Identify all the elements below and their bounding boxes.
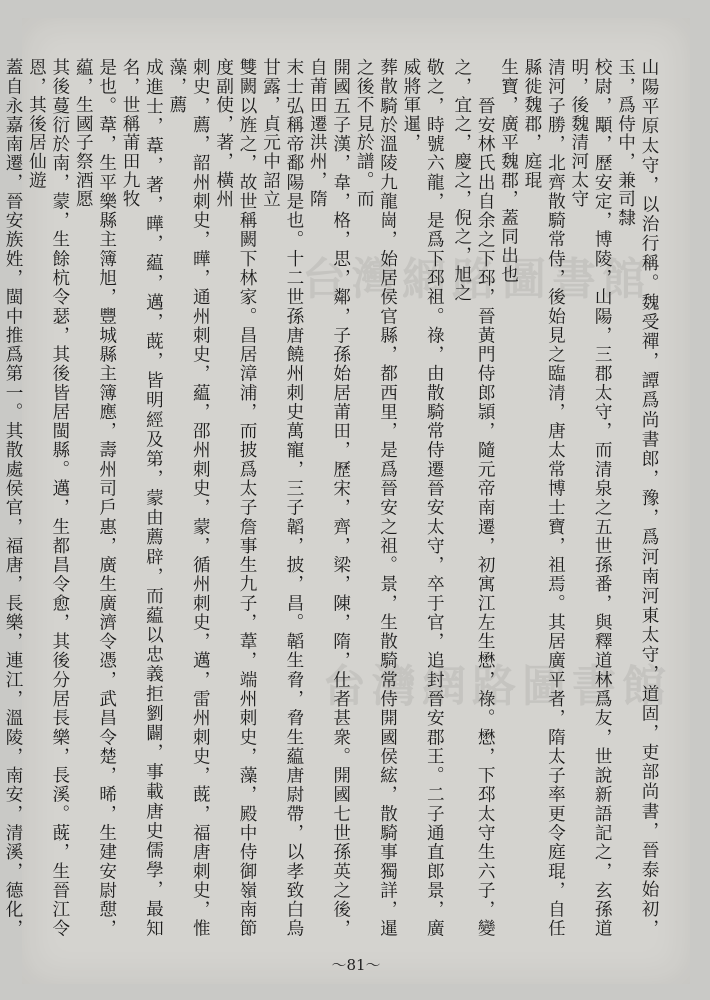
text-column: 清河子勝，北齊散騎常侍，後始見之臨清，唐太常博士寶，祖焉。其居廣平者，隋太子率更令庭琨，自任縣徙魏郡，庭琨 bbox=[521, 58, 566, 938]
text-column: 成進士，葦，著，曄，藴，邁，蔇，皆明經及第，蒙由薦辟，而藴以忠義拒劉闢，事載唐史儒學，最知名，世稱莆田九牧 bbox=[120, 58, 164, 938]
text-column: 葬散騎於溫陵九龍崗，始居侯官縣，都西里，是爲晉安之祖。景，生散騎常侍開國侯綋，散騎事獨詳，暹之後不見於譜。而 bbox=[354, 58, 398, 938]
text-column: 其後蔓衍於南，蒙，生餘杭令瑟，其後皆居閩縣。邁，生都昌令愈，其後分居長樂，長溪。蔇，生晉江令恩，其後居仙遊 bbox=[26, 58, 70, 938]
text-column: 是也。葦，生平樂縣主簿旭，豐城縣主簿應，壽州司戶惠，廣生廣濟令憑，武昌令楚，晞，生建安尉憇，藴，生國子祭酒愿 bbox=[73, 58, 117, 938]
text-column: 開國五子漢，韋，格，思，鄰，子孫始居莆田，歷宋，齊，梁，陳，隋，仕者甚衆。開國七世孫英之後，自莆田遷洪州，隋 bbox=[307, 58, 351, 938]
text-column: 末士弘稱帝鄱陽是也。十二世孫唐饒州刺史萬寵，三子韜，披，昌。韜生脅，脅生藴唐尉帶，以孝致白烏甘露，貞元中詔立 bbox=[260, 58, 304, 938]
text-column: 生寶，廣平魏郡，蓋同出也 bbox=[498, 58, 519, 284]
text-column: 山陽平原太守，以治行稱。魏受禪，譚爲尚書郎，豫，爲河南河東太守，道固，吏部尚書，晉泰始初，玉，爲侍中，兼司隸 bbox=[615, 58, 659, 938]
text-column: 雙闕以旌之，故世稱闕下林家。昌居漳浦，而披爲太子詹事生九子，葦，端州刺史，藻，殿中侍御嶺南節度副使，著，橫州 bbox=[213, 58, 258, 938]
book-page bbox=[3, 18, 690, 984]
watermark-lower: 台灣網路圖書館 bbox=[322, 661, 672, 712]
watermark-upper: 台灣網路圖書館 bbox=[302, 254, 652, 305]
page-number: ～81～ bbox=[331, 956, 381, 974]
vertical-text-body bbox=[3, 58, 660, 938]
text-column: 校尉，顒，歷安定，博陵，山陽，三郡太守，而清泉之五世孫番，與釋道林爲友，世說新語記之，玄孫道明，後魏清河太守 bbox=[568, 58, 613, 938]
text-column: 敬之，時號六龍，是爲下邳祖。祿，由散騎常侍遷晉安太守，卒于官，追封晉安郡王。二子通直郎景，廣威將軍暹， bbox=[400, 58, 445, 938]
text-column: 刺史，薦，韶州刺史，曄，通州刺史，藴，邵州刺史，蒙，循州刺史，邁，雷州刺史，蔇，福唐刺史，惟藻，薦 bbox=[166, 58, 211, 938]
text-column: 晉安林氏出自余之下邳，晉黃門侍郎頴，隨元帝南遷，初寓江左生懋，祿。懋，下邳太守生六子，變之，宜之，慶之，倪之，旭之 bbox=[451, 58, 496, 938]
text-column: 蓋自永嘉南遷，晉安族姓，閩中推爲第一。其散處侯官，福唐，長樂，連江，溫陵，南安，清溪，德化， bbox=[3, 58, 24, 938]
